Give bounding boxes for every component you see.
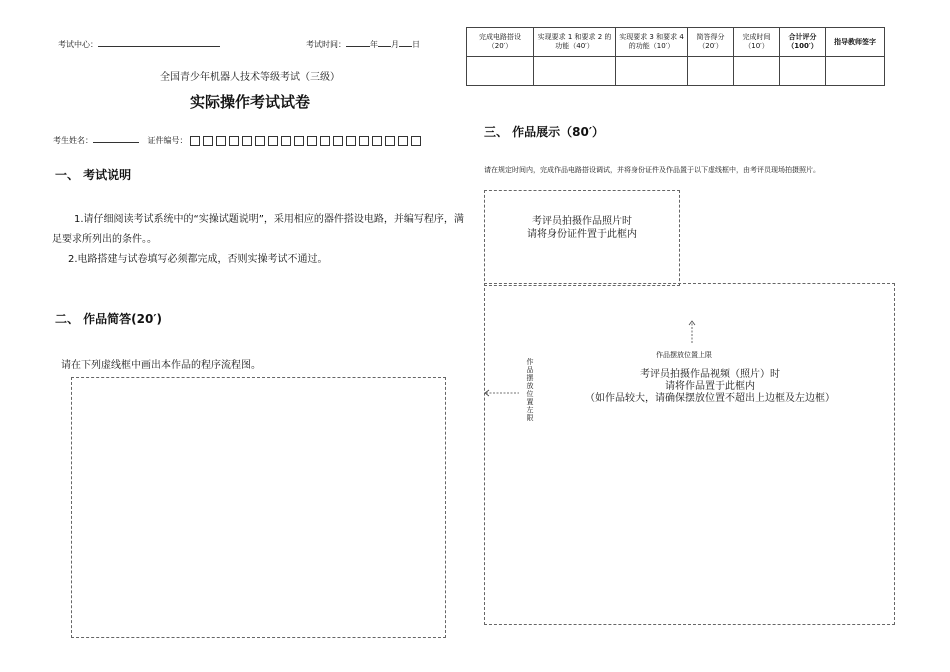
score-header-cell: 简答得分（20′）: [688, 28, 734, 57]
id-digit-box[interactable]: [281, 136, 291, 146]
section1-body: [52, 210, 468, 270]
candidate-row: [53, 133, 424, 146]
flowchart-drawing-area[interactable]: [71, 377, 446, 638]
upper-limit-arrow-icon: [686, 320, 698, 344]
id-digit-box[interactable]: [398, 136, 408, 146]
name-blank[interactable]: [93, 133, 139, 143]
section3-heading: 三、 作品展示（80′）: [484, 125, 605, 139]
section2-instruction: 请在下列虚线框中画出本作品的程序流程图。: [61, 360, 261, 371]
year-blank[interactable]: [346, 37, 370, 47]
id-digit-box[interactable]: [203, 136, 213, 146]
id-digit-box[interactable]: [411, 136, 421, 146]
instruction-1: 1.请仔细阅读考试系统中的“实操试题说明”，采用相应的器件搭设电路，并编写程序，满足要求所列出的条件。。: [52, 214, 464, 245]
id-digit-box[interactable]: [229, 136, 239, 146]
score-cell-circuit[interactable]: [467, 57, 534, 86]
id-card-box-line1: 考评员拍摄作品照片时: [532, 216, 632, 227]
id-label: 证件编号：: [147, 136, 188, 145]
score-cell-time[interactable]: [734, 57, 780, 86]
work-box-text: [540, 369, 880, 405]
left-limit-label: 作品摆放位置左限: [526, 358, 534, 422]
id-digit-box[interactable]: [294, 136, 304, 146]
id-digit-box[interactable]: [190, 136, 200, 146]
work-box-line3: （如作品较大，请确保摆放位置不超出上边框及左边框）: [585, 393, 835, 404]
id-digit-box[interactable]: [216, 136, 226, 146]
day-label: 日: [412, 40, 420, 49]
id-digit-box[interactable]: [255, 136, 265, 146]
exam-subtitle: 全国青少年机器人技术等级考试（三级）: [160, 72, 340, 83]
score-cell-teacher-signature[interactable]: [826, 57, 885, 86]
score-cell-req12[interactable]: [534, 57, 616, 86]
id-digit-box[interactable]: [242, 136, 252, 146]
score-header-cell: 合计评分（100′）: [780, 28, 826, 57]
id-digit-box[interactable]: [372, 136, 382, 146]
exam-center-label: 考试中心：: [58, 40, 98, 49]
id-digit-box[interactable]: [268, 136, 278, 146]
id-digit-box[interactable]: [346, 136, 356, 146]
id-digit-box[interactable]: [320, 136, 330, 146]
exam-center-field: [58, 37, 220, 50]
score-header-cell: 完成电路搭设（20′）: [467, 28, 534, 57]
work-box-line2: 请将作品置于此框内: [665, 381, 755, 392]
instruction-2: 2.电路搭建与试卷填写必须都完成，否则实操考试不通过。: [68, 254, 328, 265]
id-digit-box[interactable]: [359, 136, 369, 146]
score-cell-total[interactable]: [780, 57, 826, 86]
score-header-cell: 指导教师签字: [826, 28, 885, 57]
id-digit-box[interactable]: [333, 136, 343, 146]
id-card-box[interactable]: [484, 190, 680, 286]
day-blank[interactable]: [399, 37, 412, 47]
score-header-cell: 完成时间（10′）: [734, 28, 780, 57]
exam-title: 实际操作考试试卷: [189, 93, 310, 111]
upper-limit-label: 作品摆放位置上限: [656, 351, 712, 359]
section1-heading: 一、 考试说明: [55, 168, 132, 182]
year-label: 年: [370, 40, 378, 49]
id-card-box-line2: 请将身份证件置于此框内: [527, 229, 637, 240]
score-header-cell: 实现要求 3 和要求 4 的功能（10′）: [616, 28, 688, 57]
month-blank[interactable]: [378, 37, 391, 47]
id-digit-box[interactable]: [385, 136, 395, 146]
exam-time-field: [306, 37, 420, 50]
score-cell-short-answer[interactable]: [688, 57, 734, 86]
score-cell-req34[interactable]: [616, 57, 688, 86]
score-table-wrap: [466, 27, 885, 86]
name-label: 考生姓名：: [53, 136, 93, 145]
score-header-row: [467, 28, 885, 57]
left-limit-arrow-icon: [484, 387, 520, 399]
work-box-line1: 考评员拍摄作品视频（照片）时: [640, 369, 780, 380]
section3-instruction: 请在规定时间内，完成作品电路搭设调试，并将身份证件及作品置于以下虚线框中，由考评员现场拍摄照片。: [484, 166, 820, 174]
exam-time-label: 考试时间：: [306, 40, 346, 49]
score-value-row: [467, 57, 885, 86]
score-table: [466, 27, 885, 86]
id-digit-box[interactable]: [307, 136, 317, 146]
id-number-boxes[interactable]: [190, 136, 424, 145]
month-label: 月: [391, 40, 399, 49]
score-header-cell: 实现要求 1 和要求 2 的功能（40′）: [534, 28, 616, 57]
section2-heading: 二、 作品简答(20′): [55, 312, 163, 326]
id-card-box-text: [485, 215, 679, 241]
exam-center-blank[interactable]: [98, 37, 220, 47]
